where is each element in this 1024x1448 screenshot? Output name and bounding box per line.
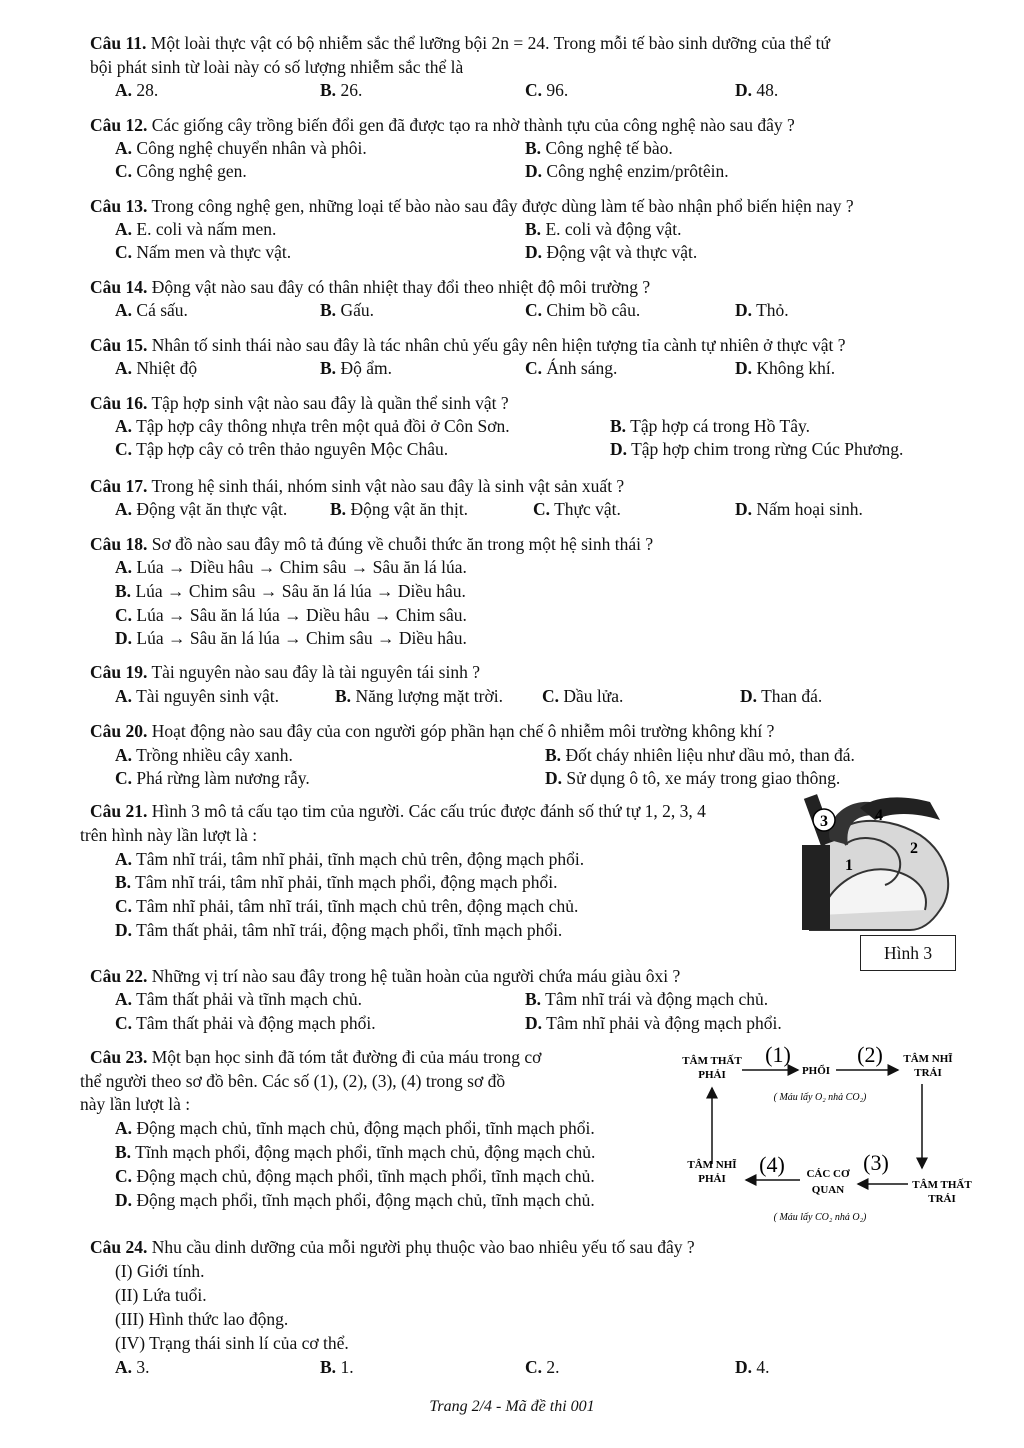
svg-text:( Máu lấy CO₂ nhả O₂): ( Máu lấy CO₂ nhả O₂) [773,1212,867,1223]
question-18: Câu 18. Sơ đồ nào sau đây mô tả đúng về chuỗi thức ăn trong một hệ sinh thái ? [90,534,654,554]
option-c: C. Tập hợp cây cỏ trên thảo nguyên Mộc Châu. [115,439,449,459]
svg-text:( Máu lấy O₂ nhả CO₂): ( Máu lấy O₂ nhả CO₂) [773,1092,867,1103]
option-d: D. Nấm hoại sinh. [735,499,863,519]
option-d: D. Công nghệ enzim/prôtêin. [525,161,729,181]
option-a: A. Cá sấu. [115,300,188,320]
heart-label-4: 4 [875,807,883,824]
question-15: Câu 15. Nhân tố sinh thái nào sau đây là tác nhân chủ yếu gây nên hiện tượng tỉa cành tự nhiên ở thực vật ? [90,335,846,355]
question-21: Câu 21. Hình 3 mô tả cấu tạo tim của người. Các cấu trúc được đánh số thứ tự 1, 2, 3, 4 [90,801,706,821]
label-2: (2) [857,1042,883,1067]
list-item: (IV) Trạng thái sinh lí của cơ thể. [115,1333,349,1353]
option-b: B. Công nghệ tế bào. [525,138,673,158]
list-item: (II) Lứa tuổi. [115,1285,207,1305]
question-23-line3: này lần lượt là : [80,1094,191,1114]
option-b: B. Tập hợp cá trong Hồ Tây. [610,416,810,436]
option-c: C. Phá rừng làm nương rẫy. [115,768,310,788]
question-11: Câu 11. Một loài thực vật có bộ nhiễm sắc thể lưỡng bội 2n = 24. Trong mỗi tế bào sinh dưỡng của thể tứ [90,33,831,53]
blood-circulation-diagram [680,1040,980,1230]
question-13: Câu 13. Trong công nghệ gen, những loại tế bào nào sau đây được dùng làm tế bào nhận phổ biến hiện nay ? [90,196,854,216]
heart-label-2: 2 [910,840,918,857]
option-c: C. Ánh sáng. [525,358,618,378]
svg-text:QUAN: QUAN [811,1184,845,1196]
option-a: A. Động mạch chủ, tĩnh mạch chủ, động mạch phổi, tĩnh mạch phổi. [115,1118,595,1138]
option-c: C. Nấm men và thực vật. [115,242,292,262]
option-d: D. 4. [735,1357,770,1377]
option-d: D. Động mạch phổi, tĩnh mạch phổi, động mạch chủ, tĩnh mạch chủ. [115,1190,595,1210]
option-b: B. Tâm nhĩ trái và động mạch chủ. [525,989,769,1009]
option-d: D. Tâm nhĩ phải và động mạch phổi. [525,1013,782,1033]
option-a: A. Lúa → Diều hâu → Chim sâu → Sâu ăn lá lúa. [115,557,467,577]
question-12: Câu 12. Các giống cây trồng biến đổi gen đã được tạo ra nhờ thành tựu của công nghệ nào sau đây ? [90,115,795,135]
option-c: C. Tâm nhĩ phải, tâm nhĩ trái, tĩnh mạch chủ trên, động mạch chủ. [115,896,579,916]
question-21-line2: trên hình này lần lượt là : [80,825,258,845]
option-a: A. 3. [115,1357,150,1377]
option-c: C. 96. [525,80,569,100]
node-phoi: PHỔI [801,1065,831,1077]
option-d: D. Tập hợp chim trong rừng Cúc Phương. [610,439,904,459]
svg-text:PHẢI: PHẢI [698,1069,726,1081]
heart-label-3: 3 [820,813,828,830]
option-c: C. Lúa → Sâu ăn lá lúa → Diều hâu → Chim sâu. [115,605,467,625]
figure-caption: Hình 3 [860,935,956,971]
option-b: B. Gấu. [320,300,374,320]
option-b: B. Tĩnh mạch phổi, động mạch phổi, tĩnh mạch chủ, động mạch chủ. [115,1142,596,1162]
option-a: A. Công nghệ chuyển nhân và phôi. [115,138,367,158]
page-footer: Trang 2/4 - Mã đề thi 001 [429,1398,595,1415]
heart-label-1: 1 [845,857,853,874]
option-a: A. Động vật ăn thực vật. [115,499,288,519]
question-23: Câu 23. Một bạn học sinh đã tóm tắt đường đi của máu trong cơ [90,1047,542,1067]
question-14: Câu 14. Động vật nào sau đây có thân nhiệt thay đổi theo nhiệt độ môi trường ? [90,277,651,297]
svg-text:TRÁI: TRÁI [928,1193,956,1205]
option-a: A. E. coli và nấm men. [115,219,277,239]
question-11-line2: bội phát sinh từ loài này có số lượng nhiễm sắc thể là [90,57,464,77]
option-d: D. Thỏ. [735,300,789,320]
node-tam-that-phai: TÂM THẤT [682,1055,742,1067]
option-c: C. Tâm thất phải và động mạch phổi. [115,1013,376,1033]
option-a: A. Nhiệt độ [115,358,198,378]
option-b: B. Động vật ăn thịt. [330,499,469,519]
option-a: A. Tài nguyên sinh vật. [115,686,279,706]
node-tam-nhi-trai: TÂM NHĨ [903,1053,953,1065]
option-d: D. Sử dụng ô tô, xe máy trong giao thông. [545,768,841,788]
question-19: Câu 19. Tài nguyên nào sau đây là tài nguyên tái sinh ? [90,662,480,682]
option-a: A. Tập hợp cây thông nhựa trên một quả đồi ở Côn Sơn. [115,416,510,436]
option-b: B. Độ ẩm. [320,358,392,378]
question-20: Câu 20. Hoạt động nào sau đây của con người góp phần hạn chế ô nhiễm môi trường không khí ? [90,721,775,741]
option-d: D. Lúa → Sâu ăn lá lúa → Chim sâu → Diều hâu. [115,628,467,648]
option-a: A. Tâm thất phải và tĩnh mạch chủ. [115,989,363,1009]
label-4: (4) [759,1152,785,1177]
question-16: Câu 16. Tập hợp sinh vật nào sau đây là quần thể sinh vật ? [90,393,509,413]
option-b: B. 1. [320,1357,354,1377]
node-tam-that-trai: TÂM THẤT [912,1179,972,1191]
svg-text:PHẢI: PHẢI [698,1173,726,1185]
option-a: A. 28. [115,80,159,100]
question-23-line2: thể người theo sơ đồ bên. Các số (1), (2), (3), (4) trong sơ đồ [80,1071,506,1091]
question-17: Câu 17. Trong hệ sinh thái, nhóm sinh vật nào sau đây là sinh vật sản xuất ? [90,476,625,496]
question-24: Câu 24. Nhu cầu dinh dưỡng của mỗi người phụ thuộc vào bao nhiêu yếu tố sau đây ? [90,1237,695,1257]
option-c: C. Dầu lửa. [542,686,624,706]
option-c: C. Động mạch chủ, động mạch phổi, tĩnh mạch phổi, tĩnh mạch chủ. [115,1166,595,1186]
option-d: D. Than đá. [740,686,823,706]
option-b: B. Năng lượng mặt trời. [335,686,503,706]
option-c: C. Chim bồ câu. [525,300,641,320]
option-d: D. 48. [735,80,779,100]
question-22: Câu 22. Những vị trí nào sau đây trong hệ tuần hoàn của người chứa máu giàu ôxi ? [90,966,681,986]
option-c: C. Thực vật. [533,499,621,519]
option-d: D. Tâm thất phải, tâm nhĩ trái, động mạch phổi, tĩnh mạch phổi. [115,920,563,940]
option-d: D. Động vật và thực vật. [525,242,698,262]
node-tam-nhi-phai: TÂM NHĨ [687,1159,737,1171]
label-1: (1) [765,1042,791,1067]
option-b: B. Tâm nhĩ trái, tâm nhĩ phải, tĩnh mạch phổi, động mạch phổi. [115,872,558,892]
option-c: C. 2. [525,1357,560,1377]
option-b: B. E. coli và động vật. [525,219,682,239]
heart-figure [800,790,960,935]
label-3: (3) [863,1150,889,1175]
option-b: B. Lúa → Chim sâu → Sâu ăn lá lúa → Diều hâu. [115,581,466,601]
svg-text:TRÁI: TRÁI [914,1067,942,1079]
list-item: (I) Giới tính. [115,1261,205,1281]
option-b: B. 26. [320,80,363,100]
option-b: B. Đốt cháy nhiên liệu như dầu mỏ, than đá. [545,745,855,765]
node-cac-co-quan: CÁC CƠ [806,1168,850,1180]
option-a: A. Trồng nhiều cây xanh. [115,745,293,765]
option-c: C. Công nghệ gen. [115,161,247,181]
option-d: D. Không khí. [735,358,836,378]
option-a: A. Tâm nhĩ trái, tâm nhĩ phải, tĩnh mạch chủ trên, động mạch phổi. [115,849,585,869]
list-item: (III) Hình thức lao động. [115,1309,289,1329]
